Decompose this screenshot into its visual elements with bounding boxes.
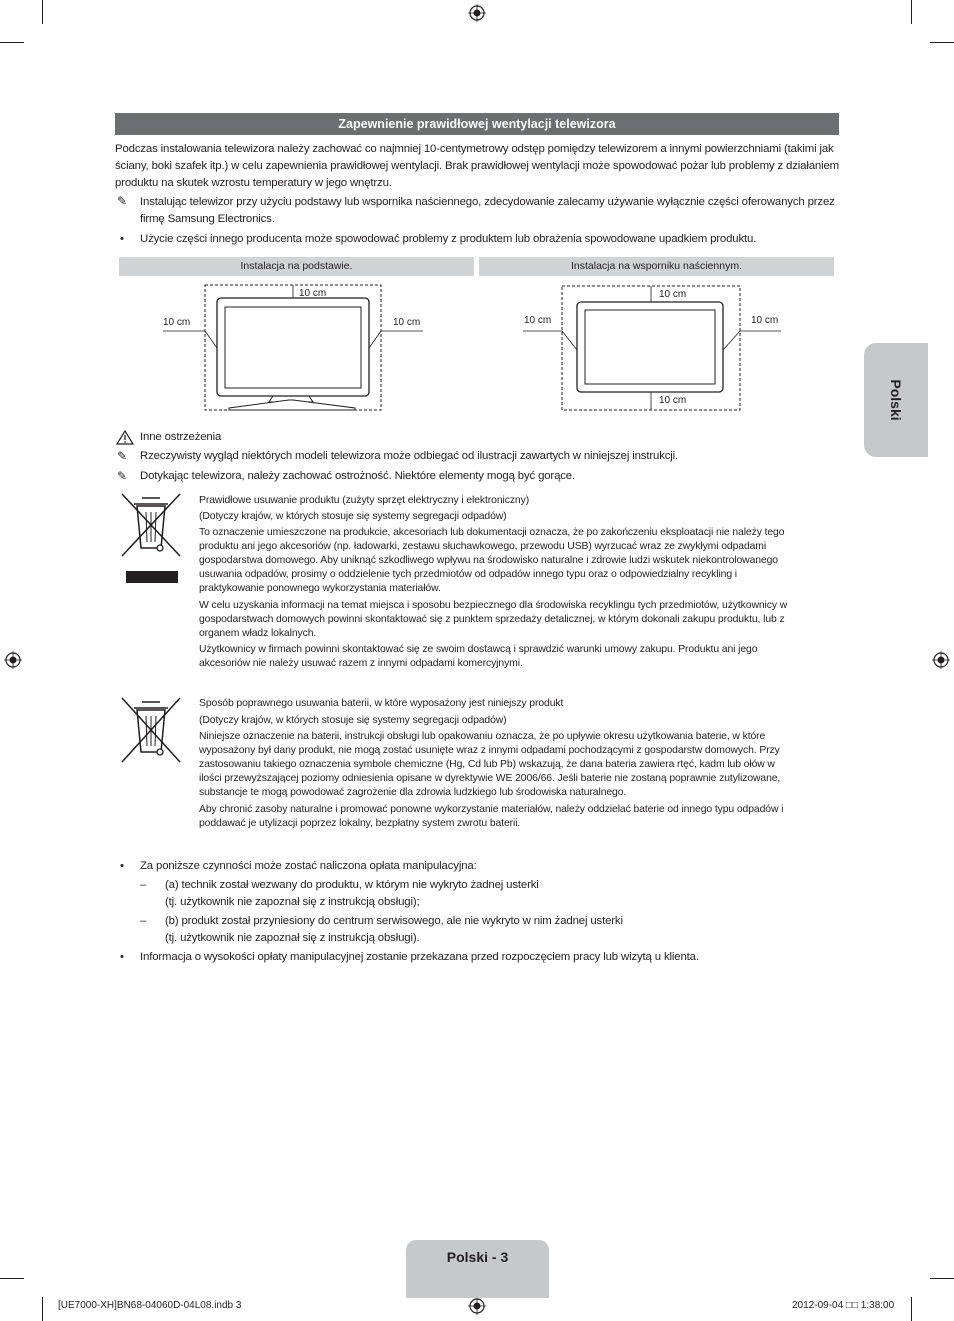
- dash-icon: –: [140, 915, 147, 927]
- fees-item: (b) produkt został przyniesiony do centrum serwisowego, ale nie wykryto w nim żadnej usterki: [165, 915, 623, 927]
- crop-mark: [930, 42, 954, 43]
- warning-icon: [116, 430, 134, 445]
- distance-label: 10 cm: [751, 315, 779, 326]
- footer-filename: [UE7000-XH]BN68-04060D-04L08.indb 3: [58, 1300, 242, 1311]
- distance-label: 10 cm: [163, 317, 191, 328]
- product-disposal-line: gospodarstwach domowych powinni skontaktować się z punktem sprzedaży detalicznej, w którym dokonali zakupu produktu, lub z: [199, 614, 785, 625]
- crop-mark: [911, 0, 912, 24]
- section-title: Zapewnienie prawidłowej wentylacji telewizora: [115, 113, 839, 135]
- battery-disposal-line: zastosowaniu takiego oznaczenia symbole chemiczne (Hg, Cd lub Pb) wskazują, że dana bateria zawiera rtęć, kadm lub ołów w: [199, 759, 775, 770]
- note-line: firmę Samsung Electronics.: [140, 213, 275, 225]
- battery-disposal-line: wyposażony był dany produkt, nie mogą zostać usunięte wraz z innymi odpadami pochodzącymi z gospodarstw domowych. Przy: [199, 745, 780, 756]
- distance-label: 10 cm: [393, 317, 421, 328]
- warning-note: Dotykając telewizora, należy zachować ostrożność. Niektóre elementy mogą być gorące.: [140, 470, 576, 482]
- product-disposal-subtitle: (Dotyczy krajów, w których stosuje się systemy segregacji odpadów): [199, 511, 507, 522]
- battery-disposal-line: Aby chronić zasoby naturalne i promować ponowne wykorzystanie materiałów, należy oddzielać baterie od innego typu odpadów i: [199, 804, 784, 815]
- note-icon: ✎: [117, 449, 128, 463]
- product-disposal-line: akcesoriów nie należy usuwać razem z innymi odpadami komercyjnymi.: [199, 658, 523, 669]
- battery-disposal-title: Sposób poprawnego usuwania baterii, w które wyposażony jest niniejszy produkt: [199, 698, 564, 709]
- warnings-title: Inne ostrzeżenia: [140, 431, 222, 443]
- page-number: Polski - 3: [446, 1249, 509, 1265]
- stand-caption: Instalacja na podstawie.: [119, 257, 474, 276]
- crop-mark: [0, 42, 24, 43]
- wall-caption: Instalacja na wsporniku naściennym.: [479, 257, 834, 276]
- battery-disposal-line: poddawać je utylizacji poprzez lokalny, bezpłatny system zwrotu baterii.: [199, 818, 521, 829]
- note-icon: ✎: [117, 469, 128, 483]
- stand-install-diagram: [119, 278, 474, 413]
- crossed-battery-bin-icon: [120, 696, 182, 768]
- registration-mark-icon: [468, 4, 486, 22]
- intro-line: ściany, boki szafek itp.) w celu zapewnienia prawidłowej wentylacji. Brak prawidłowej wentylacji może spowodować pożar lub problemy z działaniem: [115, 160, 839, 172]
- distance-label: 10 cm: [659, 395, 687, 406]
- warning-note: Rzeczywisty wygląd niektórych modeli telewizora może odbiegać od ilustracji zawartych w niniejszej instrukcji.: [140, 450, 679, 462]
- battery-disposal-line: ilości przewyższającej poziomy odniesienia opisane w dyrektywie WE 2006/66. Jeśli baterie nie zostaną poprawnie zutylizowane,: [199, 773, 781, 784]
- product-disposal-line: Użytkownicy w firmach powinni skontaktować się ze swoim dostawcą i sprawdzić warunki umowy zakupu. Produktu ani jego: [199, 644, 758, 655]
- note-line: Instalując telewizor przy użyciu podstawy lub wspornika naściennego, zdecydowanie zalecamy używanie wyłącznie części oferowanych przez: [140, 196, 835, 208]
- product-disposal-line: praktykowanie ponownego wykorzystania materiałów.: [199, 583, 441, 594]
- page-number-tab: [406, 1240, 549, 1298]
- product-disposal-line: gospodarstwa domowego. Aby uniknąć szkodliwego wpływu na środowisko naturalne i zdrowie ludzi wskutek niekontrolowanego: [199, 555, 778, 566]
- product-disposal-line: produktu ani jego akcesoriów (np. ładowarki, zestawu słuchawkowego, przewodu USB) wyrzucać wraz ze zwykłymi odpadami: [199, 541, 767, 552]
- fees-bullet: Informacja o wysokości opłaty manipulacyjnej zostanie przekazana przed rozpoczęciem pracy lub wizytą u klienta.: [140, 951, 699, 963]
- fees-bullet: Za poniższe czynności może zostać naliczona opłata manipulacyjna:: [140, 860, 477, 872]
- battery-disposal-subtitle: (Dotyczy krajów, w których stosuje się systemy segregacji odpadów): [199, 715, 507, 726]
- distance-label: 10 cm: [299, 288, 327, 299]
- crossed-bin-icon: [120, 492, 182, 586]
- fees-item: (tj. użytkownik nie zapoznał się z instrukcją obsługi);: [165, 896, 420, 908]
- intro-line: produktu na skutek wzrostu temperatury w jego wnętrzu.: [115, 177, 392, 189]
- registration-mark-icon: [4, 651, 22, 669]
- crop-mark: [930, 1278, 954, 1279]
- crop-mark: [42, 1297, 43, 1321]
- product-disposal-line: organem władz lokalnych.: [199, 628, 317, 639]
- battery-disposal-line: substancje te mogą powodować zagrożenie dla zdrowia ludzkiego lub środowiska naturalnego.: [199, 787, 627, 798]
- bullet-icon: •: [120, 860, 124, 872]
- product-disposal-line: usuwania odpadów, prosimy o oddzielenie tych przedmiotów od odpadów innego typu oraz o odpowiedzialny recykling i: [199, 569, 738, 580]
- intro-line: Podczas instalowania telewizora należy zachować co najmniej 10-centymetrowy odstęp pomiędzy telewizorem a innymi powierzchniami (takimi jak: [115, 143, 834, 155]
- wall-install-diagram: [479, 278, 834, 413]
- crop-mark: [0, 1278, 24, 1279]
- product-disposal-title: Prawidłowe usuwanie produktu (zużyty sprzęt elektryczny i elektroniczny): [199, 495, 530, 506]
- intro-bullet: Użycie części innego producenta może spowodować problemy z produktem lub obrażenia spowodowane upadkiem produktu.: [140, 233, 757, 245]
- crop-mark: [42, 0, 43, 24]
- registration-mark-icon: [468, 1297, 486, 1315]
- dash-icon: –: [140, 879, 147, 891]
- distance-label: 10 cm: [524, 315, 552, 326]
- fees-item: (tj. użytkownik nie zapoznał się z instrukcją obsługi).: [165, 932, 420, 944]
- footer-timestamp: 2012-09-04 □□ 1:38:00: [792, 1300, 895, 1311]
- note-icon: ✎: [117, 194, 128, 208]
- battery-disposal-line: Niniejsze oznaczenie na baterii, instrukcji obsługi lub opakowaniu oznacza, że po upływie okresu użytkowania baterie, w które: [199, 731, 766, 742]
- crop-mark: [911, 1297, 912, 1321]
- registration-mark-icon: [932, 651, 950, 669]
- language-side-label: Polski: [888, 379, 904, 421]
- language-side-tab: [864, 343, 928, 457]
- product-disposal-line: To oznaczenie umieszczone na produkcie, akcesoriach lub dokumentacji oznacza, że po zakończeniu eksploatacji nie należy tego: [199, 527, 785, 538]
- product-disposal-line: W celu uzyskania informacji na temat miejsca i sposobu bezpiecznego dla środowiska recyklingu tych przedmiotów, użytkownicy w: [199, 600, 788, 611]
- bullet-icon: •: [120, 951, 124, 963]
- distance-label: 10 cm: [659, 289, 687, 300]
- bullet-icon: •: [120, 233, 124, 245]
- fees-item: (a) technik został wezwany do produktu, w którym nie wykryto żadnej usterki: [165, 879, 539, 891]
